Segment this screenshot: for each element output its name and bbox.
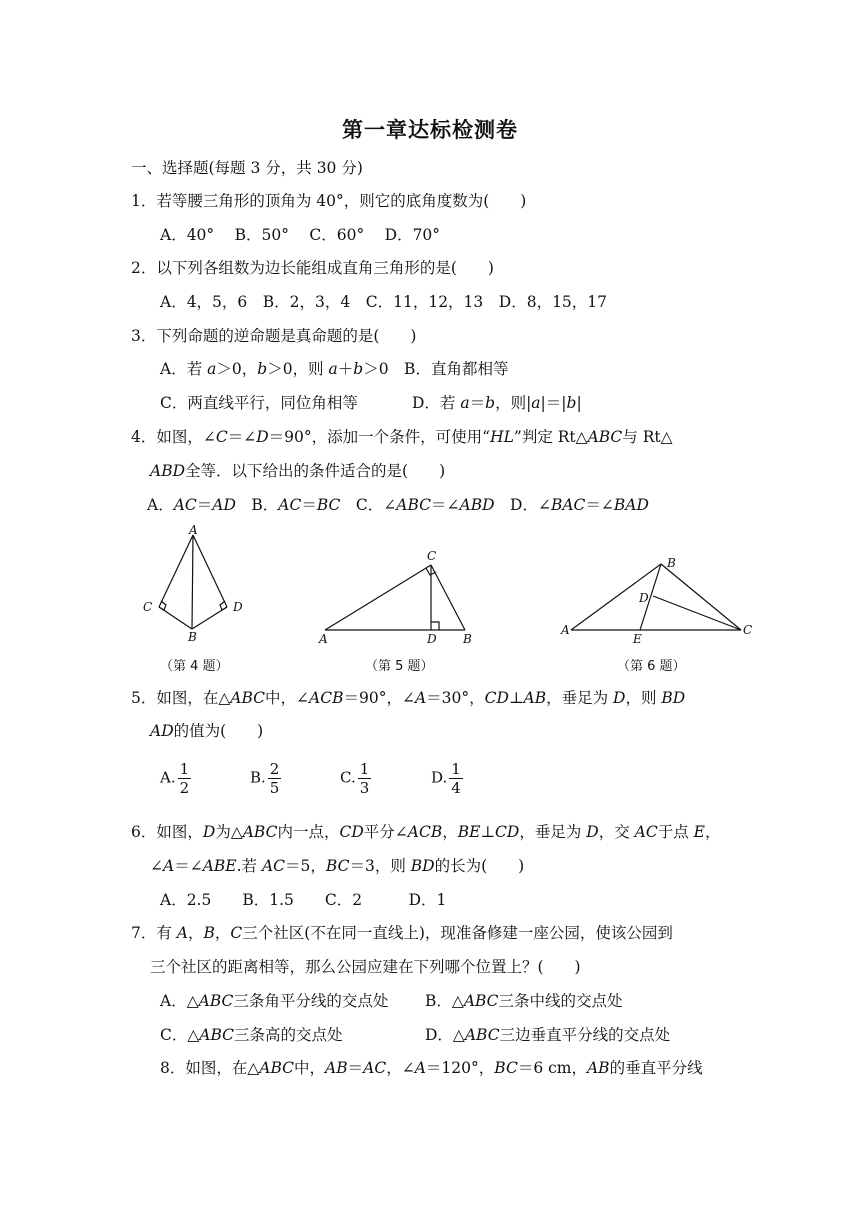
- fig6-label-a: A: [561, 623, 570, 637]
- figure-4-caption: （第 4 题）: [160, 659, 229, 674]
- question-6-options: A．2.5 B．1.5 C．2 D．1: [160, 891, 447, 909]
- question-5-option-b: B. $\frac{2}{5}$: [250, 760, 280, 797]
- question-3-option-c: C．两直线平行，同位角相等: [160, 394, 358, 412]
- question-2-options: A．4，5，6 B．2，3，4 C．11，12，13 D．8，15，17: [160, 293, 608, 311]
- fig4-label-b: B: [188, 630, 197, 644]
- figure-6-diagram: [555, 552, 755, 647]
- question-5-option-a: A. $\frac{1}{2}$: [160, 760, 190, 797]
- fig5-label-c: C: [427, 549, 437, 563]
- question-7-stem-line1: 7．有 A，B，C三个社区(不在同一直线上)，现准备修建一座公园，使该公园到: [131, 924, 673, 942]
- question-5-option-c: C. $\frac{1}{3}$: [340, 760, 370, 797]
- question-8-stem-line1: 8．如图，在△ABC中，AB＝AC，∠A＝120°，BC＝6 cm，AB的垂直平分线: [160, 1059, 703, 1077]
- figure-5-diagram: [315, 545, 485, 650]
- fig4-label-c: C: [143, 600, 153, 614]
- figure-6-caption: （第 6 题）: [617, 659, 686, 674]
- fig5-label-a: A: [319, 632, 328, 646]
- question-5-stem-line2: AD的值为( ): [150, 722, 264, 740]
- section-heading: 一、选择题(每题 3 分，共 30 分): [131, 159, 363, 177]
- figure-4-diagram: [135, 525, 245, 645]
- question-3-stem: 3．下列命题的逆命题是真命题的是( ): [131, 327, 417, 345]
- question-2-stem: 2．以下列各组数为边长能组成直角三角形的是( ): [131, 259, 494, 277]
- question-7-option-c: C．△ABC三条高的交点处: [160, 1026, 343, 1044]
- page-title: 第一章达标检测卷: [342, 118, 518, 142]
- fig5-label-d: D: [427, 632, 437, 646]
- question-5-option-d: D. $\frac{1}{4}$: [431, 760, 461, 797]
- fig5-label-b: B: [463, 632, 472, 646]
- question-5-stem-line1: 5．如图，在△ABC中，∠ACB＝90°，∠A＝30°，CD⊥AB，垂足为 D，则 BD: [131, 689, 686, 707]
- question-1-stem: 1．若等腰三角形的顶角为 40°，则它的底角度数为( ): [131, 192, 527, 210]
- figure-5-caption: （第 5 题）: [365, 659, 434, 674]
- fig6-label-d: D: [639, 591, 649, 605]
- question-4-stem-line1: 4．如图，∠C＝∠D＝90°，添加一个条件，可使用“HL”判定 Rt△ABC与 Rt△: [131, 428, 673, 446]
- fig6-label-b: B: [667, 556, 676, 570]
- question-7-stem-line2: 三个社区的距离相等，那么公园应建在下列哪个位置上？( ): [150, 958, 581, 976]
- question-7-option-d: D．△ABC三边垂直平分线的交点处: [425, 1026, 671, 1044]
- question-4-stem-line2: ABD全等．以下给出的条件适合的是( ): [150, 462, 446, 480]
- fig6-label-c: C: [743, 623, 753, 637]
- fig6-label-e: E: [633, 632, 642, 646]
- question-7-option-b: B．△ABC三条中线的交点处: [425, 992, 623, 1010]
- question-1-options: A．40° B．50° C．60° D．70°: [160, 226, 441, 244]
- question-6-stem-line2: ∠A＝∠ABE.若 AC＝5，BC＝3，则 BD的长为( ): [150, 857, 525, 875]
- question-3-option-d: D．若 a＝b，则|a|＝|b|: [412, 394, 582, 412]
- question-3-options-ab: A．若 a＞0，b＞0，则 a＋b＞0 B．直角都相等: [160, 360, 509, 378]
- fig4-label-d: D: [233, 600, 243, 614]
- question-4-options: A．AC＝AD B．AC＝BC C．∠ABC＝∠ABD D．∠BAC＝∠BAD: [147, 496, 649, 514]
- fig4-label-a: A: [189, 525, 198, 537]
- question-6-stem-line1: 6．如图，D为△ABC内一点，CD平分∠ACB，BE⊥CD，垂足为 D，交 AC于点 E，: [131, 823, 721, 841]
- question-7-option-a: A．△ABC三条角平分线的交点处: [160, 992, 389, 1010]
